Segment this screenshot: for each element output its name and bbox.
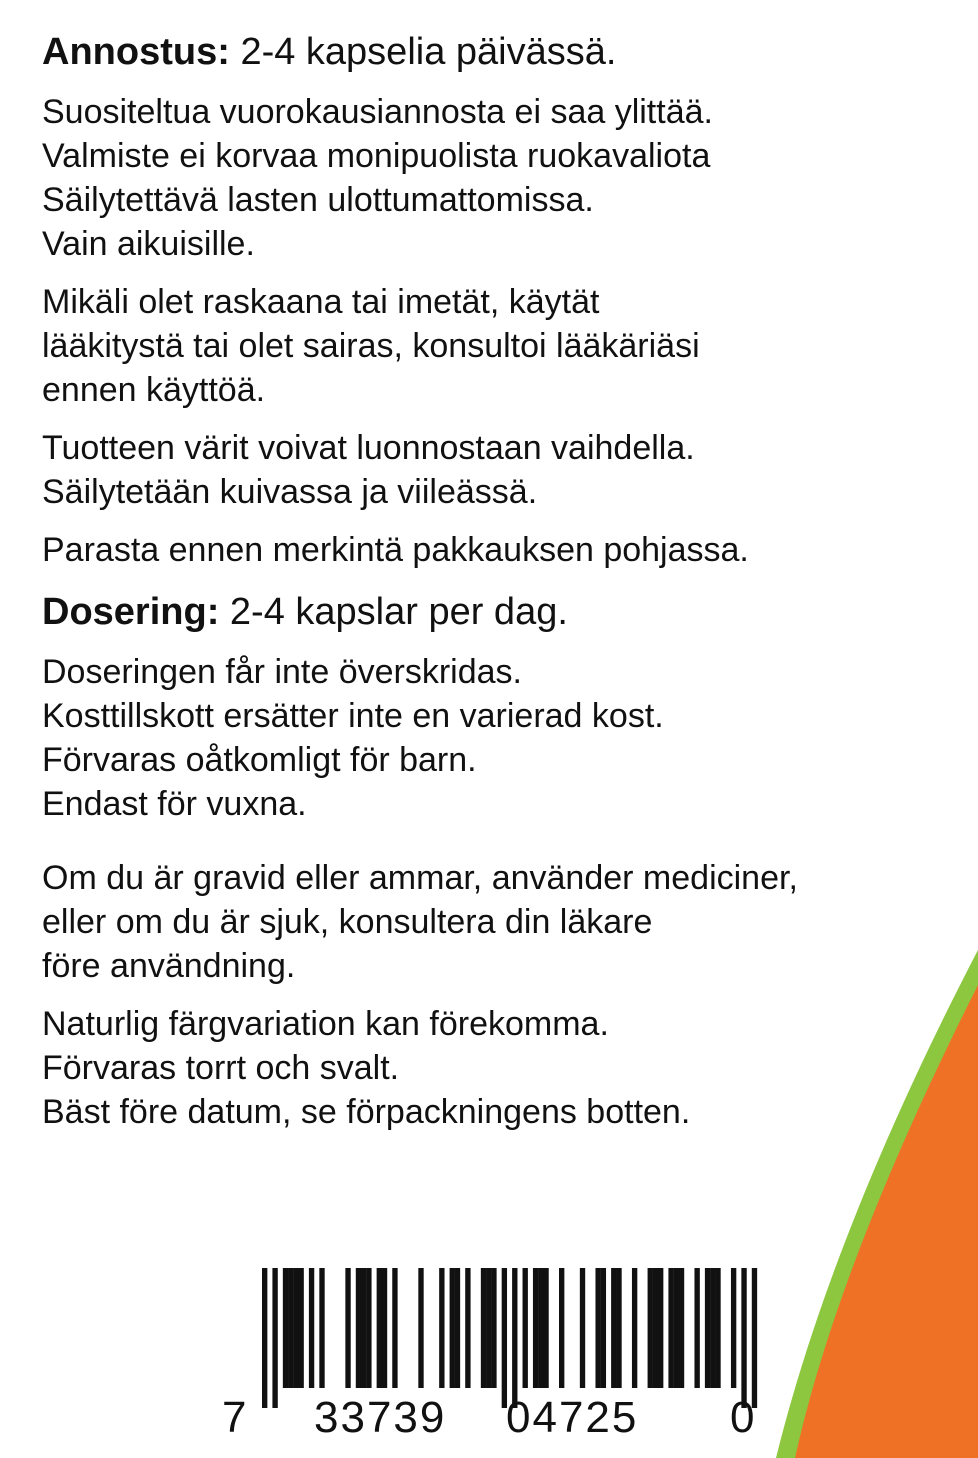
barcode-bar — [543, 1268, 548, 1388]
barcode-bars — [222, 1268, 762, 1408]
text-line: Mikäli olet raskaana tai imetät, käytät — [42, 283, 600, 321]
barcode — [222, 1268, 762, 1448]
barcode-bar — [382, 1268, 387, 1388]
barcode-guard-bar — [752, 1268, 757, 1408]
barcode-bar — [658, 1268, 663, 1388]
barcode-bar — [392, 1268, 397, 1388]
barcode-bar — [653, 1268, 658, 1388]
barcode-left-group: 33739 — [314, 1393, 447, 1442]
text-line: Parasta ennen merkintä pakkauksen pohjassa. — [42, 531, 749, 569]
barcode-bar — [616, 1268, 621, 1388]
fi-dosage-label: Annostus: — [42, 31, 230, 73]
barcode-bar — [465, 1268, 470, 1388]
text-line: Vain aikuisille. — [42, 225, 255, 263]
barcode-bar — [309, 1268, 314, 1388]
text-line: före användning. — [42, 947, 296, 985]
barcode-bar — [668, 1268, 673, 1388]
fi-dosage-heading — [42, 30, 942, 74]
text-line: Säilytettävä lasten ulottumattomissa. — [42, 181, 594, 219]
barcode-bar — [486, 1268, 491, 1388]
text-line: Förvaras torrt och svalt. — [42, 1049, 400, 1087]
text-line: ennen käyttöä. — [42, 371, 266, 409]
barcode-bar — [439, 1268, 444, 1388]
fi-warnings-block — [42, 90, 942, 266]
barcode-guard-bar — [272, 1268, 277, 1408]
barcode-bar — [481, 1268, 486, 1388]
barcode-bar — [455, 1268, 460, 1388]
barcode-bar — [356, 1268, 361, 1388]
text-line: lääkitystä tai olet sairas, konsultoi lääkäriäsi — [42, 327, 700, 365]
fi-bestbefore-block — [42, 528, 942, 572]
barcode-bar — [710, 1268, 715, 1388]
barcode-bar — [538, 1268, 543, 1388]
barcode-bar — [559, 1268, 564, 1388]
barcode-bar — [366, 1268, 371, 1388]
sv-dosage-heading — [42, 590, 942, 634]
barcode-bar — [491, 1268, 496, 1388]
barcode-bar — [601, 1268, 606, 1388]
text-line: Endast för vuxna. — [42, 785, 307, 823]
barcode-bar — [298, 1268, 303, 1388]
fi-storage-block — [42, 426, 942, 514]
barcode-bar — [705, 1268, 710, 1388]
barcode-bar — [731, 1268, 736, 1388]
sv-pregnancy-block — [42, 856, 942, 988]
text-line: Suositeltua vuorokausiannosta ei saa ylittää. — [42, 93, 713, 131]
barcode-bar — [580, 1268, 585, 1388]
barcode-bar — [361, 1268, 366, 1388]
barcode-bar — [611, 1268, 616, 1388]
fi-dosage-value: 2-4 kapselia päivässä. — [240, 31, 617, 73]
barcode-first-digit: 7 — [222, 1393, 247, 1442]
barcode-bar — [595, 1268, 600, 1388]
sv-dosage-label: Dosering: — [42, 591, 220, 633]
barcode-guard-bar — [502, 1268, 507, 1408]
barcode-bar — [715, 1268, 720, 1388]
barcode-bar — [450, 1268, 455, 1388]
text-line: Doseringen får inte överskridas. — [42, 653, 523, 691]
text-line: Tuotteen värit voivat luonnostaan vaihdella. — [42, 429, 695, 467]
text-line: Bäst före datum, se förpackningens botten. — [42, 1093, 691, 1131]
barcode-bar — [679, 1268, 684, 1388]
barcode-bar — [283, 1268, 288, 1388]
barcode-check-digit: 0 — [730, 1393, 755, 1442]
text-line: Valmiste ei korvaa monipuolista ruokavaliota — [42, 137, 711, 175]
barcode-right-group: 04725 — [506, 1393, 639, 1442]
barcode-bar — [288, 1268, 293, 1388]
barcode-bar — [418, 1268, 423, 1388]
barcode-bar — [694, 1268, 699, 1388]
barcode-bar — [345, 1268, 350, 1388]
barcode-bar — [523, 1268, 528, 1388]
sv-dosage-value: 2-4 kapslar per dag. — [229, 591, 568, 633]
barcode-guard-bar — [262, 1268, 267, 1408]
barcode-bar — [674, 1268, 679, 1388]
text-line: eller om du är sjuk, konsultera din läkare — [42, 903, 653, 941]
label-text-column — [42, 30, 942, 1148]
barcode-bar — [648, 1268, 653, 1388]
sv-storage-block — [42, 1002, 942, 1134]
barcode-guard-bar — [512, 1268, 517, 1408]
barcode-bar — [632, 1268, 637, 1388]
sv-warnings-block — [42, 650, 942, 826]
barcode-bar — [533, 1268, 538, 1388]
text-line: Säilytetään kuivassa ja viileässä. — [42, 473, 538, 511]
fi-pregnancy-block — [42, 280, 942, 412]
barcode-bar — [377, 1268, 382, 1388]
text-line: Om du är gravid eller ammar, använder mediciner, — [42, 859, 798, 897]
barcode-bar — [319, 1268, 324, 1388]
barcode-bar — [293, 1268, 298, 1388]
barcode-guard-bar — [741, 1268, 746, 1408]
text-line: Kosttillskott ersätter inte en varierad kost. — [42, 697, 664, 735]
text-line: Förvaras oåtkomligt för barn. — [42, 741, 477, 779]
text-line: Naturlig färgvariation kan förekomma. — [42, 1005, 609, 1043]
